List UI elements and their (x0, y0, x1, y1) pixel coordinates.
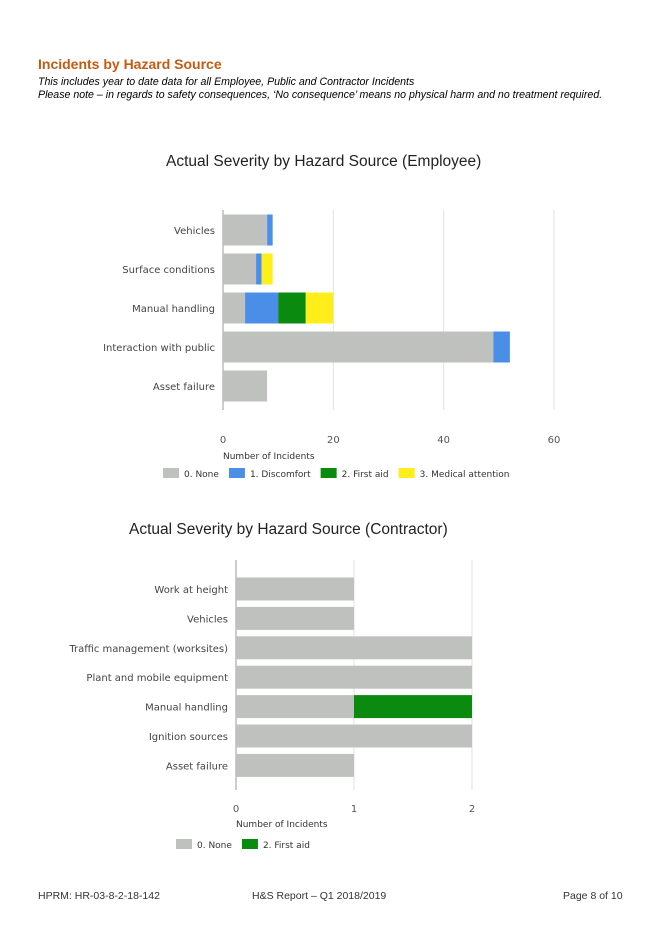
bar-interaction-with-public-1-discomfort (493, 332, 510, 363)
legend-label-2-first-aid: 2. First aid (341, 470, 389, 480)
section-heading: Incidents by Hazard Source (38, 56, 222, 72)
x-tick-label: 40 (437, 435, 451, 446)
bar-manual-handling-2-first-aid (354, 695, 472, 718)
bar-vehicles-0-none (223, 215, 267, 246)
bar-surface-conditions-1-discomfort (256, 254, 262, 285)
legend-swatch-1-discomfort (229, 468, 245, 478)
legend-label-0-none: 0. None (197, 841, 232, 851)
x-tick-label: 60 (547, 435, 561, 446)
bar-work-at-height-0-none (236, 578, 354, 601)
bar-surface-conditions-3-medical-attention (262, 254, 273, 285)
bar-vehicles-1-discomfort (267, 215, 273, 246)
bar-manual-handling-3-medical-attention (306, 293, 334, 324)
x-tick-label: 0 (232, 804, 240, 815)
note-scope: This includes year to date data for all Employee, Public and Contractor Incidents (38, 76, 415, 88)
category-label-manual-handling: Manual handling (145, 702, 228, 714)
bar-manual-handling-2-first-aid (278, 293, 306, 324)
note-consequence: Please note – in regards to safety consequences, ‘No consequence’ means no physical harm and no treatment required. (38, 89, 603, 101)
x-tick-label: 20 (326, 435, 340, 446)
contractor-severity-chart (0, 510, 656, 860)
bar-manual-handling-0-none (236, 695, 354, 718)
category-label-interaction-with-public: Interaction with public (103, 343, 215, 354)
category-label-surface-conditions: Surface conditions (122, 265, 215, 276)
legend-swatch-2-first-aid (242, 839, 258, 849)
x-tick-label: 0 (219, 435, 227, 446)
category-label-vehicles: Vehicles (174, 226, 215, 237)
category-label-asset-failure: Asset failure (152, 382, 215, 393)
legend-label-2-first-aid: 2. First aid (262, 841, 310, 851)
bar-interaction-with-public-0-none (223, 332, 493, 363)
bar-ignition-sources-0-none (236, 725, 472, 748)
employee-severity-chart (0, 140, 656, 490)
bar-plant-and-mobile-equipment-0-none (236, 666, 472, 689)
chart-title: Actual Severity by Hazard Source (Contractor) (129, 521, 448, 538)
bar-traffic-management-worksites-0-none (236, 636, 472, 659)
bar-manual-handling-1-discomfort (245, 293, 278, 324)
legend-label-1-discomfort: 1. Discomfort (249, 470, 311, 480)
category-label-work-at-height: Work at height (154, 585, 228, 596)
chart-title: Actual Severity by Hazard Source (Employee) (166, 153, 482, 170)
bar-asset-failure-0-none (236, 754, 354, 777)
legend-swatch-3-medical-attention (399, 468, 415, 478)
x-axis-title: Number of Incidents (223, 452, 315, 462)
footer-page-number: Page 8 of 10 (563, 890, 623, 902)
legend-swatch-0-none (163, 468, 179, 478)
bar-manual-handling-0-none (223, 293, 245, 324)
category-label-manual-handling: Manual handling (132, 304, 215, 315)
bar-surface-conditions-0-none (223, 254, 256, 285)
legend-swatch-2-first-aid (321, 468, 337, 478)
category-label-asset-failure: Asset failure (165, 761, 228, 773)
category-label-ignition-sources: Ignition sources (148, 732, 228, 743)
legend-label-3-medical-attention: 3. Medical attention (419, 470, 510, 480)
footer-report-title: H&S Report – Q1 2018/2019 (252, 890, 387, 902)
bar-asset-failure-0-none (223, 371, 267, 402)
legend-swatch-0-none (176, 839, 192, 849)
footer-reference: HPRM: HR-03-8-2-18-142 (38, 890, 160, 902)
legend-label-0-none: 0. None (184, 470, 219, 480)
intro-notes (38, 76, 618, 102)
x-axis-title: Number of Incidents (236, 820, 328, 830)
category-label-traffic-management-worksites: Traffic management (worksites) (69, 643, 228, 655)
category-label-plant-and-mobile-equipment: Plant and mobile equipment (86, 673, 228, 685)
x-tick-label: 2 (468, 804, 476, 815)
x-tick-label: 1 (350, 804, 358, 815)
bar-vehicles-0-none (236, 607, 354, 630)
category-label-vehicles: Vehicles (187, 614, 228, 626)
